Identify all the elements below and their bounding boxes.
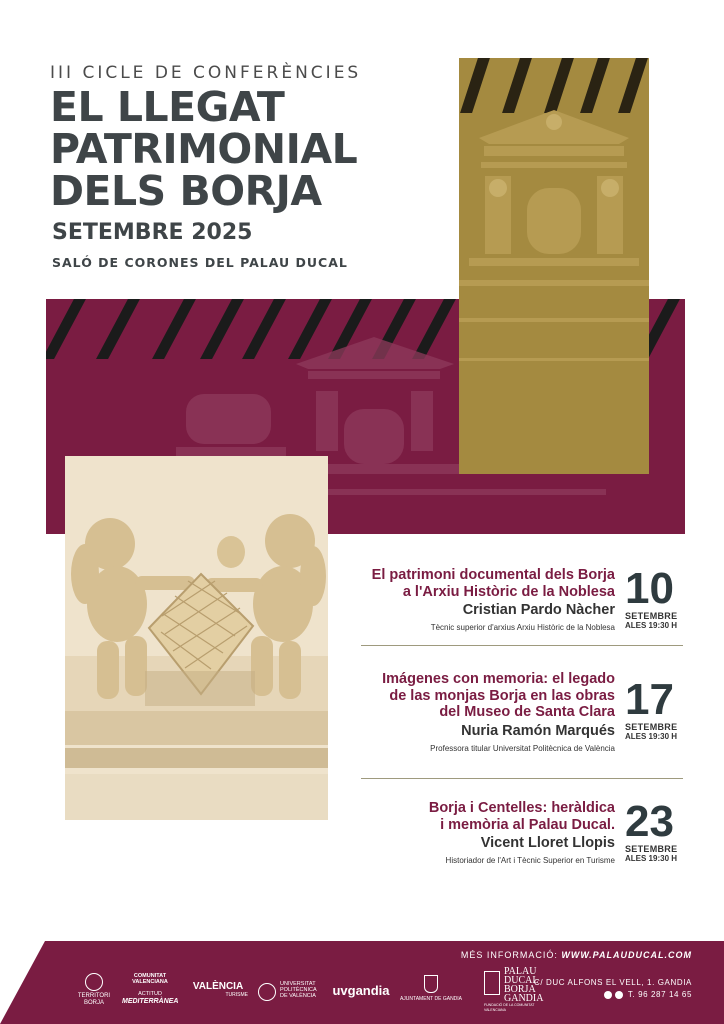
logo-comunitat-valenciana xyxy=(122,973,178,1006)
more-info xyxy=(461,950,692,960)
instagram-icon[interactable] xyxy=(615,991,623,999)
logo-palau-ducal xyxy=(484,967,554,1013)
event-title xyxy=(330,567,615,600)
event-item-1 xyxy=(330,567,615,632)
logo-valencia-turisme xyxy=(188,981,248,998)
event-time: ALES 19:30 H xyxy=(625,854,678,863)
portico-photo xyxy=(459,58,649,474)
event-speaker: Nuria Ramón Marqués xyxy=(461,722,615,739)
event-divider xyxy=(361,778,683,779)
logo-uvgandia xyxy=(330,983,392,998)
logo-text: FUNDACIÓ DE LA COMUNITAT VALENCIANA xyxy=(484,1003,535,1012)
logo-text: DUCAL xyxy=(504,975,539,986)
logo-text: TURISME xyxy=(225,992,248,998)
event-speaker: Cristian Pardo Nàcher xyxy=(462,602,615,618)
cycle-kicker: III CICLE DE CONFERÈNCIES xyxy=(50,63,362,83)
logo-text: VALÈNCIA xyxy=(192,981,244,992)
event-speaker: Vicent Lloret Llopis xyxy=(480,835,615,851)
logo-text: GANDIA xyxy=(504,993,544,1004)
event-speaker-role: Historiador de l'Art i Tècnic Superior en Turisme xyxy=(445,856,615,865)
event-speaker-role: Professora titular Universitat Politècnica de València xyxy=(430,743,615,753)
upv-seal-icon xyxy=(258,983,276,1001)
logo-text: ACTITUD xyxy=(138,991,162,997)
address: C/ DUC ALFONS EL VELL, 1. GANDIA xyxy=(533,978,692,987)
website-link[interactable]: WWW.PALAUDUCAL.COM xyxy=(561,950,692,960)
event-date-1 xyxy=(625,564,705,630)
title-line-2: PATRIMONIAL xyxy=(50,125,358,173)
putti-shield-relief-photo xyxy=(65,456,328,820)
title-line-1: EL LLEGAT xyxy=(50,83,285,131)
event-time: ALES 19:30 H xyxy=(625,732,678,741)
logo-text: AJUNTAMENT DE GANDIA xyxy=(399,996,463,1002)
logo-ajuntament-gandia xyxy=(398,975,464,1002)
poster-title xyxy=(50,83,358,215)
event-title-line: a l'Arxiu Històric de la Noblesa xyxy=(402,583,615,600)
logo-text: UNIVERSITAT xyxy=(280,981,316,987)
event-date: SETEMBRE 2025 xyxy=(52,220,253,245)
logo-text: TERRITORI xyxy=(77,993,111,999)
logo-text: MEDITERRÀNEA xyxy=(122,998,179,1005)
event-day: 17 xyxy=(625,675,674,724)
logo-text: uvgandia xyxy=(332,983,390,998)
logo-text: BORJA xyxy=(504,984,536,995)
event-title-line: i memòria al Palau Ducal. xyxy=(440,816,615,833)
logo-upv xyxy=(258,981,324,999)
logo-text: PALAU xyxy=(504,966,537,977)
event-day: 23 xyxy=(625,797,674,846)
footer-bar xyxy=(0,941,724,1024)
more-info-label: MÉS INFORMACIÓ: xyxy=(460,950,558,960)
event-day: 10 xyxy=(625,564,674,613)
contact-line xyxy=(604,990,692,999)
event-item-3 xyxy=(330,800,615,865)
palau-crest-icon xyxy=(484,971,500,995)
event-date-2 xyxy=(625,675,705,741)
event-title-line: de las monjas Borja en las obras xyxy=(389,687,615,704)
logo-text: VALENCIANA xyxy=(132,979,168,985)
event-month: SETEMBRE xyxy=(625,722,678,732)
event-date-3 xyxy=(625,797,705,863)
event-title xyxy=(330,800,615,833)
event-title-line: Borja i Centelles: heràldica xyxy=(428,800,615,816)
event-divider xyxy=(361,645,683,646)
event-venue: SALÓ DE CORONES DEL PALAU DUCAL xyxy=(52,255,348,270)
event-speaker-role: Tècnic superior d'arxius Arxiu Històric de la Noblesa xyxy=(430,623,615,632)
event-month: SETEMBRE xyxy=(625,844,678,854)
crest-icon xyxy=(85,973,103,991)
event-month: SETEMBRE xyxy=(625,611,678,621)
title-line-3: DELS BORJA xyxy=(50,167,322,215)
facebook-icon[interactable] xyxy=(604,991,612,999)
event-title-line: Imágenes con memoria: el legado xyxy=(382,671,615,687)
city-crest-icon xyxy=(424,975,438,993)
logo-text: COMUNITAT xyxy=(133,973,167,979)
event-item-2 xyxy=(330,671,615,753)
event-time: ALES 19:30 H xyxy=(625,621,678,630)
event-title xyxy=(330,671,615,721)
logo-text: BORJA xyxy=(83,1000,104,1006)
logo-text: DE VALÈNCIA xyxy=(280,993,316,999)
logo-territori-borja xyxy=(76,973,112,1007)
event-title-line: El patrimoni documental dels Borja xyxy=(371,567,615,583)
event-title-line: del Museo de Santa Clara xyxy=(439,704,615,720)
logo-text: POLITÈCNICA xyxy=(280,987,317,993)
phone-number: T. 96 287 14 65 xyxy=(627,990,692,999)
